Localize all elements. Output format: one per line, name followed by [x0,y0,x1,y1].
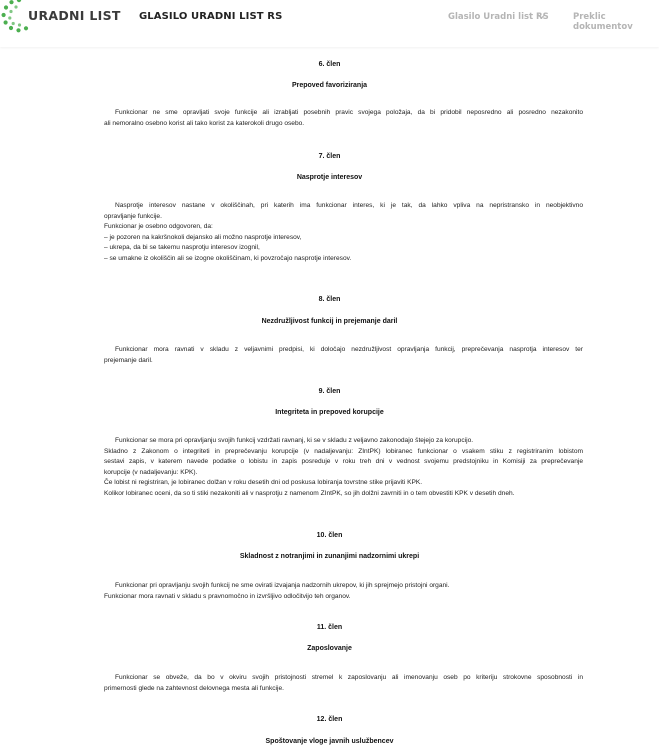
article-title: Nasprotje interesov [296,174,363,181]
nav-glasilo-link[interactable]: Glasilo Uradni list RS [448,12,549,22]
article-title: Integriteta in prepoved korupcije [275,409,384,416]
article-paragraph: Funkcionar ne sme opravljati svoje funkcije ali izrabljati posebnih pravic svojega položaja, da bi pridobil neposredno ali posredno nezakonito ali nemoralno osebno korist ali tako korist za katerokoli drugo osebo. [104,109,583,127]
article-paragraph: Nasprotje interesov nastane v okoliščinah, pri katerih ima funkcionar interes, ki je tak, da lahko vpliva na nepristransko in neobjektivno opravljanje funkcije. Funkcionar je osebno odgovoren, da: – je pozoren na kakršnokoli dejansko ali možno nasprotje interesov, – ukrepa, da bi se takemu nasprotju interesov izognil, – se umakne iz okoliščin ali se izogne okoliščinam, ki povzročajo nasprotje interesov. [104,202,583,262]
article-number: 7. člen [318,153,341,160]
article-number: 12. člen [316,716,343,723]
logo-text: URADNI LIST [28,8,121,23]
article-title: Nezdružljivost funkcij in prejemanje daril [261,318,398,325]
brand-title[interactable]: GLASILO URADNI LIST RS [139,11,283,22]
article-title: Skladnost z notranjimi in zunanjimi nadzornimi ukrepi [239,553,420,560]
article-number: 9. člen [318,388,341,395]
article-title: Prepoved favoriziranja [291,82,368,89]
top-header [0,0,659,47]
article-paragraph: Funkcionar se obveže, da bo v okviru svojih pristojnosti stremel k zaposlovanju ali imenovanju oseb po kriteriju strokovne sposobnosti in primernosti glede na zahtevnost delovnega mesta ali funkcije. [104,674,583,692]
nav-preklic-link[interactable]: Preklic dokumentov [573,12,633,32]
article-paragraph: Funkcionar pri opravljanju svojih funkcij ne sme ovirati izvajanja nadzornih ukrepov, ki jih sprejmejo pristojni organi. Funkcionar mora ravnati v skladu s pravnomočno in izvršljivo odločitvijo teh organov. [104,582,450,600]
chevron-down-icon[interactable] [537,13,546,20]
article-number: 10. člen [316,532,343,539]
site-logo[interactable] [0,0,126,36]
article-number: 11. člen [316,624,343,631]
article-number: 6. člen [318,61,341,68]
article-paragraph: Funkcionar se mora pri opravljanju svojih funkcij vzdržati ravnanj, ki se v skladu z veljavno zakonodajo štejejo za korupcijo. Skladno z Zakonom o integriteti in preprečevanju korupcije (v nadaljevanju: ZIntPK) lobiranec funkcionar o vsakem stiku z registriranim lobistom sestavi zapis, v katerem navede podatke o lobistu in zapis posreduje v roku treh dni v vednost svojemu predstojniku in Komisiji za preprečevanje korupcije (v nadaljevanju: KPK). Če lobist ni registriran, je lobiranec dolžan v roku desetih dni od poskusa lobiranja tovrstne stike prijaviti KPK. Kolikor lobiranec oceni, da so ti stiki nezakoniti ali v nasprotju z namenom ZIntPK, so jih dolžni zavrniti in o tem obvestiti KPK v desetih dneh. [104,437,583,497]
article-paragraph: Funkcionar mora ravnati v skladu z veljavnimi predpisi, ki določajo nezdružljivost opravljanja funkcij, preprečevanja nasprotja interesov ter prejemanje daril. [104,346,583,364]
article-title: Spoštovanje vloge javnih uslužbencev [265,738,394,745]
article-number: 8. člen [318,296,341,303]
article-title: Zaposlovanje [307,645,352,652]
